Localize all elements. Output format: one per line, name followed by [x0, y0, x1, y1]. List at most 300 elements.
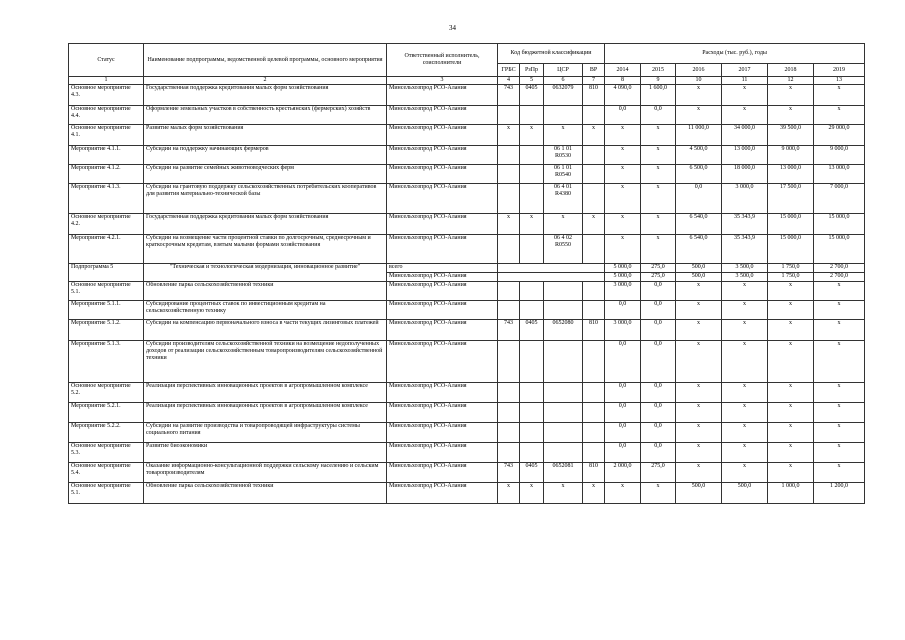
cell-rzpr [520, 403, 544, 423]
cell-name: Субсидии на развитие производства и товаропроводящей инфраструктуры системы социального питания [144, 423, 387, 443]
cell-vr [583, 165, 605, 184]
table-row [69, 443, 865, 463]
table-row [69, 85, 865, 106]
cell-vr [583, 146, 605, 165]
cell-2019: 15 000,0 [814, 235, 865, 264]
cell-codes-empty [498, 264, 605, 273]
cell-2018: 13 000,0 [768, 165, 814, 184]
cell-rzpr [520, 383, 544, 403]
cell-status: Мероприятие 4.1.2. [69, 165, 144, 184]
cell-2014: 3 000,0 [605, 320, 641, 341]
table-row [69, 214, 865, 235]
cell-executor: Минсельхозпрод РСО-Алания [387, 106, 498, 125]
column-index: 5 [520, 77, 544, 85]
cell-grbs [498, 383, 520, 403]
cell-2017: 3 500,0 [722, 273, 768, 282]
cell-vr [583, 403, 605, 423]
cell-status: Мероприятие 5.2.2. [69, 423, 144, 443]
cell-2017: 18 000,0 [722, 165, 768, 184]
table-row [69, 403, 865, 423]
cell-rzpr: х [520, 125, 544, 146]
cell-2015: х [641, 165, 676, 184]
cell-2015: 0,0 [641, 320, 676, 341]
cell-2014: 4 090,0 [605, 85, 641, 106]
header-codes-group: Код бюджетной классификации [498, 44, 605, 64]
cell-executor: Минсельхозпрод РСО-Алания [387, 320, 498, 341]
cell-2015: 0,0 [641, 383, 676, 403]
cell-2019: х [814, 282, 865, 301]
cell-2018: х [768, 443, 814, 463]
cell-vr [583, 184, 605, 214]
cell-csr [544, 443, 583, 463]
cell-2016: 11 000,0 [676, 125, 722, 146]
cell-vr [583, 301, 605, 320]
column-index: 4 [498, 77, 520, 85]
cell-name: Обновление парка сельскохозяйственной техники [144, 483, 387, 504]
cell-2014: 0,0 [605, 443, 641, 463]
cell-vr [583, 282, 605, 301]
cell-2015: 0,0 [641, 301, 676, 320]
cell-2016: 500,0 [676, 264, 722, 273]
cell-grbs: 743 [498, 463, 520, 483]
cell-2016: х [676, 443, 722, 463]
cell-status: Мероприятие 5.1.2. [69, 320, 144, 341]
cell-2018: 15 000,0 [768, 235, 814, 264]
cell-executor: Минсельхозпрод РСО-Алания [387, 165, 498, 184]
cell-executor: всего [387, 264, 498, 273]
cell-2015: 0,0 [641, 341, 676, 383]
cell-2019: х [814, 85, 865, 106]
cell-rzpr [520, 443, 544, 463]
column-index: 8 [605, 77, 641, 85]
cell-2019: х [814, 341, 865, 383]
cell-grbs: х [498, 214, 520, 235]
cell-2014: 5 000,0 [605, 273, 641, 282]
cell-name: Обновление парка сельскохозяйственной техники [144, 282, 387, 301]
cell-executor: Минсельхозпрод РСО-Алания [387, 463, 498, 483]
cell-2015: х [641, 235, 676, 264]
cell-rzpr [520, 146, 544, 165]
cell-executor: Минсельхозпрод РСО-Алания [387, 403, 498, 423]
cell-2014: х [605, 214, 641, 235]
cell-executor: Минсельхозпрод РСО-Алания [387, 184, 498, 214]
header-status: Статус [69, 44, 144, 77]
column-index: 7 [583, 77, 605, 85]
cell-2018: х [768, 320, 814, 341]
cell-2018: х [768, 423, 814, 443]
header-name: Наименование подпрограммы, ведомственной целевой программы, основного мероприятия [144, 44, 387, 77]
header-year-2014: 2014 [605, 64, 641, 77]
cell-status: Основное мероприятие 4.4. [69, 106, 144, 125]
cell-2014: х [605, 184, 641, 214]
cell-executor: Минсельхозпрод РСО-Алания [387, 125, 498, 146]
cell-rzpr: х [520, 214, 544, 235]
cell-status: Мероприятие 5.1.3. [69, 341, 144, 383]
cell-vr: 810 [583, 320, 605, 341]
cell-2017: 35 343,9 [722, 214, 768, 235]
cell-name: Государственная поддержка кредитования малых форм хозяйствования [144, 85, 387, 106]
cell-vr: х [583, 214, 605, 235]
cell-grbs: 743 [498, 85, 520, 106]
cell-2017: 3 000,0 [722, 184, 768, 214]
cell-grbs [498, 282, 520, 301]
cell-2017: 35 343,9 [722, 235, 768, 264]
cell-2017: х [722, 463, 768, 483]
cell-2019: 2 700,0 [814, 273, 865, 282]
cell-name: Субсидии на грантовую поддержку сельскохозяйственных потребительских кооперативов для развития материально-технической базы [144, 184, 387, 214]
cell-2016: 500,0 [676, 483, 722, 504]
cell-2018: 9 000,0 [768, 146, 814, 165]
cell-2019: 15 000,0 [814, 214, 865, 235]
column-index: 12 [768, 77, 814, 85]
cell-2014: 0,0 [605, 403, 641, 423]
cell-2015: х [641, 146, 676, 165]
cell-status: Мероприятие 4.2.1. [69, 235, 144, 264]
cell-2015: х [641, 184, 676, 214]
cell-name: Субсидии на поддержку начинающих фермеров [144, 146, 387, 165]
table-row [69, 383, 865, 403]
cell-executor: Минсельхозпрод РСО-Алания [387, 273, 498, 282]
cell-csr: 06 4 01 R4380 [544, 184, 583, 214]
cell-2019: х [814, 301, 865, 320]
header-code-rzpr: РзПр [520, 64, 544, 77]
cell-2019: х [814, 443, 865, 463]
cell-2016: 0,0 [676, 184, 722, 214]
cell-2019: 13 000,0 [814, 165, 865, 184]
cell-rzpr [520, 184, 544, 214]
header-executor: Ответственный исполнитель, соисполнители [387, 44, 498, 77]
cell-2015: х [641, 214, 676, 235]
cell-2016: х [676, 423, 722, 443]
cell-csr [544, 282, 583, 301]
cell-grbs [498, 235, 520, 264]
cell-2014: х [605, 235, 641, 264]
cell-2015: 275,0 [641, 463, 676, 483]
cell-2016: х [676, 383, 722, 403]
cell-2018: х [768, 282, 814, 301]
cell-2015: 275,0 [641, 264, 676, 273]
header-expenses-group: Расходы (тыс. руб.), годы [605, 44, 865, 64]
cell-csr: х [544, 214, 583, 235]
cell-csr [544, 403, 583, 423]
cell-csr [544, 383, 583, 403]
header-code-grbs: ГРБС [498, 64, 520, 77]
cell-2016: х [676, 301, 722, 320]
table-row [69, 165, 865, 184]
cell-name: Оформление земельных участков в собственность крестьянских (фермерских) хозяйств [144, 106, 387, 125]
cell-2014: х [605, 146, 641, 165]
table-row [69, 423, 865, 443]
cell-2014: 3 000,0 [605, 282, 641, 301]
cell-rzpr: 0405 [520, 463, 544, 483]
cell-2014: 0,0 [605, 301, 641, 320]
table-row [69, 235, 865, 264]
cell-csr: х [544, 125, 583, 146]
cell-vr [583, 383, 605, 403]
cell-grbs [498, 443, 520, 463]
cell-2019: 9 000,0 [814, 146, 865, 165]
cell-grbs: х [498, 125, 520, 146]
cell-name: Государственная поддержка кредитования малых форм хозяйствования [144, 214, 387, 235]
cell-2015: х [641, 483, 676, 504]
cell-status: Основное мероприятие 4.2. [69, 214, 144, 235]
cell-2016: х [676, 282, 722, 301]
cell-2016: 6 500,0 [676, 165, 722, 184]
cell-rzpr [520, 282, 544, 301]
cell-2019: х [814, 106, 865, 125]
cell-vr [583, 106, 605, 125]
cell-2018: х [768, 341, 814, 383]
cell-rzpr: 0405 [520, 320, 544, 341]
cell-2015: 1 600,0 [641, 85, 676, 106]
header-code-csr: ЦСР [544, 64, 583, 77]
cell-vr [583, 423, 605, 443]
cell-2017: х [722, 443, 768, 463]
cell-csr: х [544, 483, 583, 504]
cell-2014: х [605, 125, 641, 146]
cell-rzpr [520, 165, 544, 184]
cell-2018: 17 500,0 [768, 184, 814, 214]
cell-2017: х [722, 403, 768, 423]
cell-2018: х [768, 383, 814, 403]
cell-2018: 1 000,0 [768, 483, 814, 504]
header-year-2017: 2017 [722, 64, 768, 77]
cell-2016: 500,0 [676, 273, 722, 282]
cell-2014: х [605, 165, 641, 184]
cell-rzpr: 0405 [520, 85, 544, 106]
table-row [69, 184, 865, 214]
cell-status: Основное мероприятие 5.2. [69, 383, 144, 403]
header-year-2016: 2016 [676, 64, 722, 77]
cell-2015: 0,0 [641, 423, 676, 443]
cell-vr [583, 341, 605, 383]
cell-2017: х [722, 106, 768, 125]
cell-executor: Минсельхозпрод РСО-Алания [387, 214, 498, 235]
cell-status: Основное мероприятие 5.3. [69, 443, 144, 463]
cell-2016: х [676, 85, 722, 106]
cell-2018: 39 500,0 [768, 125, 814, 146]
column-index: 10 [676, 77, 722, 85]
cell-2015: х [641, 125, 676, 146]
cell-2019: 29 000,0 [814, 125, 865, 146]
cell-grbs [498, 403, 520, 423]
cell-csr [544, 341, 583, 383]
cell-csr: 0632079 [544, 85, 583, 106]
cell-2017: 3 500,0 [722, 264, 768, 273]
budget-table [68, 43, 865, 504]
column-index: 11 [722, 77, 768, 85]
cell-2014: 0,0 [605, 341, 641, 383]
cell-2014: 2 000,0 [605, 463, 641, 483]
cell-2019: х [814, 423, 865, 443]
cell-2017: х [722, 383, 768, 403]
cell-2015: 275,0 [641, 273, 676, 282]
cell-vr: 810 [583, 463, 605, 483]
cell-name: Субсидии производителям сельскохозяйственной техники на возмещение недополученных доходов от реализации сельскохозяйственным товаропроизводителям сельскохозяйственной техники [144, 341, 387, 383]
cell-2017: 500,0 [722, 483, 768, 504]
cell-executor: Минсельхозпрод РСО-Алания [387, 423, 498, 443]
cell-2014: 0,0 [605, 383, 641, 403]
cell-2015: 0,0 [641, 403, 676, 423]
cell-executor: Минсельхозпрод РСО-Алания [387, 341, 498, 383]
cell-2015: 0,0 [641, 106, 676, 125]
cell-csr: 06 1 01 R0530 [544, 146, 583, 165]
cell-grbs [498, 423, 520, 443]
cell-rzpr [520, 106, 544, 125]
cell-executor: Минсельхозпрод РСО-Алания [387, 443, 498, 463]
cell-2016: 6 540,0 [676, 235, 722, 264]
cell-executor: Минсельхозпрод РСО-Алания [387, 85, 498, 106]
table-row [69, 106, 865, 125]
table-row [69, 282, 865, 301]
cell-name: Субсидирование процентных ставок по инвестиционным кредитам на сельскохозяйственную технику [144, 301, 387, 320]
cell-status: Основное мероприятие 5.1. [69, 483, 144, 504]
cell-csr: 06 1 01 R0540 [544, 165, 583, 184]
cell-name: Оказание информационно-консультационной поддержки сельскому населению и сельским товаропроизводителям [144, 463, 387, 483]
cell-executor: Минсельхозпрод РСО-Алания [387, 146, 498, 165]
cell-2014: 0,0 [605, 106, 641, 125]
cell-name: Субсидии на возмещение части процентной ставки по долгосрочным, среднесрочным и краткосрочным кредитам, взятым малыми формами хозяйствования [144, 235, 387, 264]
cell-name: Реализация перспективных инновационных проектов в агропромышленном комплексе [144, 403, 387, 423]
header-year-2015: 2015 [641, 64, 676, 77]
cell-status: Основное мероприятие 4.1. [69, 125, 144, 146]
cell-2018: х [768, 301, 814, 320]
table-row [69, 301, 865, 320]
cell-executor: Минсельхозпрод РСО-Алания [387, 301, 498, 320]
cell-executor: Минсельхозпрод РСО-Алания [387, 383, 498, 403]
cell-csr: 06 4 02 R0550 [544, 235, 583, 264]
cell-name: Субсидии на компенсацию первоначального взноса в части текущих лизинговых платежей [144, 320, 387, 341]
cell-2019: х [814, 383, 865, 403]
cell-name: Развитие малых форм хозяйствования [144, 125, 387, 146]
cell-2018: х [768, 403, 814, 423]
page-number: 34 [449, 24, 456, 32]
table-body [69, 85, 865, 504]
cell-2019: х [814, 403, 865, 423]
column-index-row [69, 77, 865, 85]
table-row [69, 125, 865, 146]
cell-csr: 0652081 [544, 463, 583, 483]
cell-2017: 13 000,0 [722, 146, 768, 165]
cell-vr: х [583, 483, 605, 504]
cell-csr: 0652080 [544, 320, 583, 341]
cell-2018: 15 000,0 [768, 214, 814, 235]
cell-2016: х [676, 320, 722, 341]
cell-2018: х [768, 106, 814, 125]
cell-status: Мероприятие 4.1.3. [69, 184, 144, 214]
cell-grbs: х [498, 483, 520, 504]
cell-2014: 0,0 [605, 423, 641, 443]
cell-csr [544, 106, 583, 125]
cell-2017: х [722, 85, 768, 106]
cell-2019: 1 200,0 [814, 483, 865, 504]
cell-csr [544, 301, 583, 320]
cell-2018: 1 750,0 [768, 273, 814, 282]
cell-vr [583, 235, 605, 264]
cell-status: Мероприятие 5.2.1. [69, 403, 144, 423]
cell-executor: Минсельхозпрод РСО-Алания [387, 282, 498, 301]
cell-2015: 0,0 [641, 443, 676, 463]
cell-2017: х [722, 320, 768, 341]
cell-rzpr [520, 341, 544, 383]
cell-vr: 810 [583, 85, 605, 106]
cell-grbs [498, 106, 520, 125]
cell-2016: 6 540,0 [676, 214, 722, 235]
header-year-2019: 2019 [814, 64, 865, 77]
cell-rzpr: х [520, 483, 544, 504]
cell-2017: х [722, 341, 768, 383]
cell-executor: Минсельхозпрод РСО-Алания [387, 235, 498, 264]
cell-name: Субсидии на развитие семейных животноводческих ферм [144, 165, 387, 184]
cell-2017: х [722, 423, 768, 443]
table-row [69, 463, 865, 483]
cell-grbs [498, 184, 520, 214]
column-index: 1 [69, 77, 144, 85]
cell-2016: х [676, 341, 722, 383]
cell-2014: 5 000,0 [605, 264, 641, 273]
column-index: 9 [641, 77, 676, 85]
column-index: 3 [387, 77, 498, 85]
cell-2016: х [676, 106, 722, 125]
cell-2018: х [768, 463, 814, 483]
subprogram-row [69, 264, 865, 273]
column-index: 13 [814, 77, 865, 85]
cell-status: Подпрограмма 5 [69, 264, 144, 282]
cell-2019: х [814, 463, 865, 483]
cell-grbs [498, 301, 520, 320]
cell-2017: х [722, 282, 768, 301]
cell-rzpr [520, 235, 544, 264]
cell-2019: 7 000,0 [814, 184, 865, 214]
cell-2019: х [814, 320, 865, 341]
cell-2014: х [605, 483, 641, 504]
column-index: 2 [144, 77, 387, 85]
table-row [69, 320, 865, 341]
cell-rzpr [520, 301, 544, 320]
cell-codes-empty [498, 273, 605, 282]
cell-2015: 0,0 [641, 282, 676, 301]
cell-csr [544, 423, 583, 443]
cell-2019: 2 700,0 [814, 264, 865, 273]
cell-2016: х [676, 403, 722, 423]
cell-name: "Техническая и технологическая модернизация, инновационное развитие" [144, 264, 387, 282]
cell-vr: х [583, 125, 605, 146]
cell-2017: 34 000,0 [722, 125, 768, 146]
cell-grbs: 743 [498, 320, 520, 341]
cell-2016: 4 500,0 [676, 146, 722, 165]
cell-executor: Минсельхозпрод РСО-Алания [387, 483, 498, 504]
table-row [69, 483, 865, 504]
column-index: 6 [544, 77, 583, 85]
cell-2018: х [768, 85, 814, 106]
cell-2017: х [722, 301, 768, 320]
header-code-vr: ВР [583, 64, 605, 77]
cell-vr [583, 443, 605, 463]
cell-grbs [498, 341, 520, 383]
table-row [69, 146, 865, 165]
cell-status: Мероприятие 5.1.1. [69, 301, 144, 320]
cell-status: Основное мероприятие 5.1. [69, 282, 144, 301]
cell-status: Основное мероприятие 4.3. [69, 85, 144, 106]
header-year-2018: 2018 [768, 64, 814, 77]
cell-status: Мероприятие 4.1.1. [69, 146, 144, 165]
cell-name: Развитие биоэкономики [144, 443, 387, 463]
cell-2018: 1 750,0 [768, 264, 814, 273]
cell-2016: х [676, 463, 722, 483]
cell-grbs [498, 165, 520, 184]
table-row [69, 341, 865, 383]
cell-rzpr [520, 423, 544, 443]
